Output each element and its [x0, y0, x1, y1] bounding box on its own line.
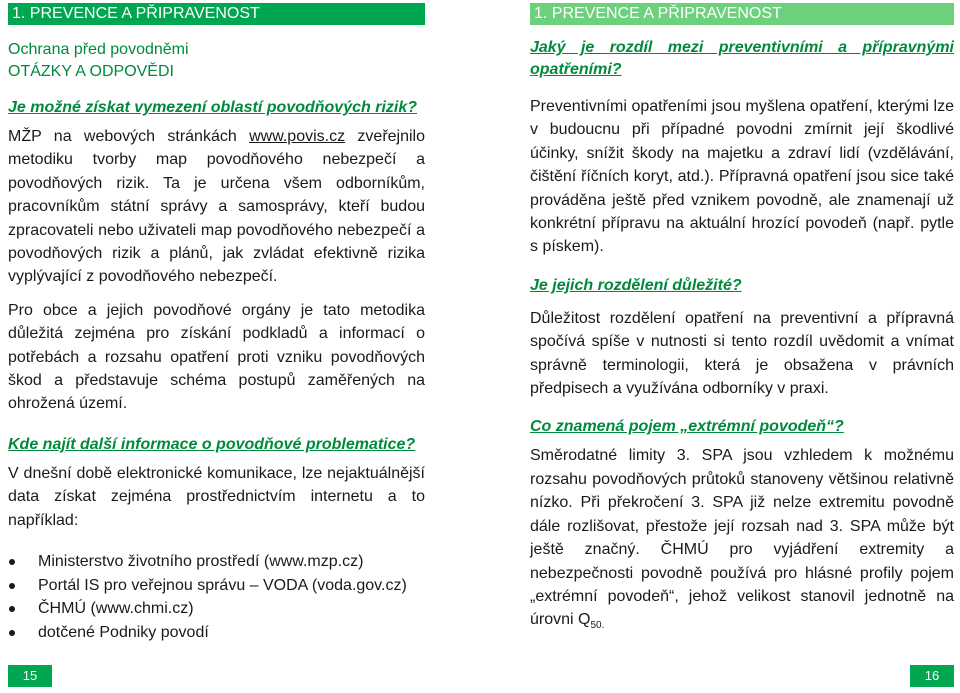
list-item	[8, 574, 425, 598]
answer-1-paragraph-2: Pro obce a jejich povodňové orgány je tato metodika důležitá zejména pro získání podkladů a informací o potřebách a rozsahu opatření proti vzniku povodňových škod a představuje schéma postupů zaměřených na ohrožená území.	[8, 301, 425, 413]
page-number-right: 16	[910, 665, 954, 687]
question-2: Kde najít další informace o povodňové problematice?	[8, 435, 416, 453]
question-1: Jaký je rozdíl mezi preventivními a přípravnými opatřeními?	[530, 39, 954, 78]
bullet-icon	[9, 630, 15, 636]
list-item	[8, 550, 425, 574]
povis-link[interactable]: www.povis.cz	[249, 128, 346, 145]
question-3: Co znamená pojem „extrémní povodeň“?	[530, 418, 844, 436]
question-2: Je jejich rozdělení důležité?	[530, 276, 742, 294]
list-item	[8, 621, 425, 645]
section-header: 1. PREVENCE A PŘIPRAVENOST	[530, 3, 954, 25]
list-item	[8, 597, 425, 621]
bullet-icon	[9, 583, 15, 589]
answer-1-rest: zveřejnilo metodiku tvorby map povodňového nebezpečí a povodňových rizik. Ta je určena všem odborníkům, pracovníkům státní správy a samosprávy, kteří budou zpracovateli nebo uživateli map povodňového nebezpečí a povodňových rizik a plánů, jak zvládat efektivně rizika vyplývající z povodňového nebezpečí.	[8, 128, 426, 286]
list-item-text: Ministerstvo životního prostředí (www.mzp.cz)	[38, 553, 364, 571]
answer-1: Preventivními opatřeními jsou myšlena opatření, kterými lze v budoucnu při případné povodni zmírnit její škodlivé účinky, snížit škody na majetku a zdraví lidí (vzdělávání, čištění říčních koryt, atd.). Přípravná opatření jsou sice také prováděna ještě před vznikem povodně, ale znamenají už konkrétní přípravu na aktuální hrozící povodeň (např. pytle s pískem).	[530, 98, 954, 256]
page-subtitle: OTÁZKY A ODPOVĚDI	[8, 63, 174, 80]
left-page	[8, 3, 425, 644]
list-item-text: dotčené Podniky povodí	[38, 623, 209, 641]
page-title: Ochrana před povodněmi	[8, 41, 189, 58]
answer-1-paragraph-1	[8, 125, 425, 289]
answer-2: Důležitost rozdělení opatření na preventivní a přípravná spočívá spíše v nutnosti si tento rozdíl uvědomit a vnímat správně terminologii, která je obsažena v právních předpisech a využívána odborníky v praxi.	[530, 309, 954, 398]
answer-3	[530, 444, 954, 637]
right-page	[530, 3, 954, 638]
list-item-text: Portál IS pro veřejnou správu – VODA (voda.gov.cz)	[38, 576, 407, 594]
answer-3-text: Směrodatné limity 3. SPA jsou vzhledem k možnému rozsahu povodňových průtoků stanoveny většinou relativně nízko. Při překročení 3. SPA již nelze extremitu povodně dále rozlišovat, přestože její rozsah nad 3. SPA může být ještě značný. ČHMÚ pro vyjádření extremity a nebezpečnosti povodně používá pro hlásné profily pojem „extrémní povodeň“, jehož velikost stanovil jednotně na úrovni Q	[530, 447, 954, 629]
section-header: 1. PREVENCE A PŘIPRAVENOST	[8, 3, 425, 25]
page-number-left: 15	[8, 665, 52, 687]
question-1: Je možné získat vymezení oblastí povodňových rizik?	[8, 99, 418, 116]
answer-1-prefix: MŽP na webových stránkách	[8, 128, 250, 145]
answer-3-subscript: 50.	[590, 620, 605, 632]
bullet-icon	[9, 606, 15, 612]
answer-2: V dnešní době elektronické komunikace, lze nejaktuálnější data získat zejména prostřednictvím internetu a to například:	[8, 464, 425, 529]
list-item-text: ČHMÚ (www.chmi.cz)	[38, 600, 194, 618]
resource-list	[8, 550, 425, 644]
bullet-icon	[9, 559, 15, 565]
